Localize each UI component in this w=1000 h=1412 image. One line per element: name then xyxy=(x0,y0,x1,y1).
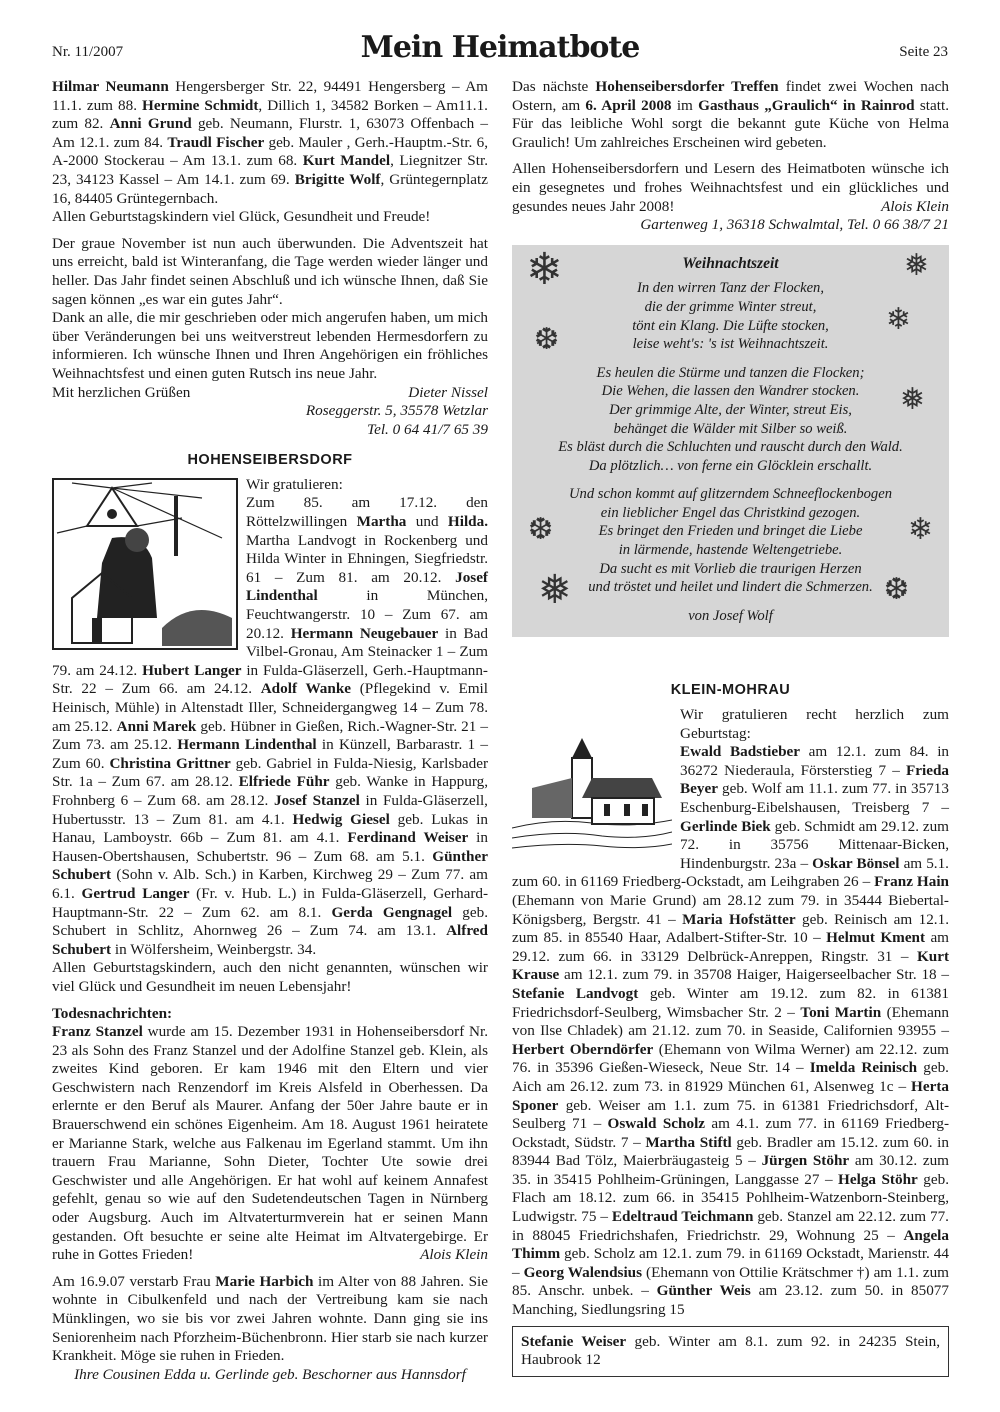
poem-line: und tröstet und heilet und lindert die Schmerzen. xyxy=(588,579,873,596)
snowflake-icon: ❄ xyxy=(526,244,563,294)
entry-text: am 30.12. zum 35. in 35415 Pohlheim-Grüningen, Langgasse 27 – xyxy=(512,1152,949,1188)
entry-text: am 29.12. zum 66. in 33129 Delbrück-Anreppen, Ringstr. 31 – xyxy=(512,929,949,965)
person-name: Kurt Mandel xyxy=(302,152,391,170)
entry-text: geb. Hübner in Gießen, Rich.-Wagner-Str. 21 – Zum 73. am 25.12. xyxy=(52,717,489,754)
entry-text: am 5.1. zum 60. in 61169 Friedberg-Ockstadt, am Leihgraben 26 – xyxy=(512,854,949,891)
entry-text: geb. Lukas in Hanau, Lamboystr. 66b – Zum 81. am 4.1. xyxy=(52,810,489,847)
obituary-marie-harbich xyxy=(52,1273,488,1366)
birthday-notice-box xyxy=(512,1326,949,1377)
entry-text: in Fulda-Gläserzell, Gerh.-Hauptmann-Str. 22 – Zum 66. am 24.12. xyxy=(52,661,488,698)
person-name: Brigitte Wolf xyxy=(294,170,381,188)
obituary-name: Franz Stanzel xyxy=(52,1023,143,1041)
greeting-2: Allen Geburtstagskindern, auch den nicht genannten, wünschen wir viel Glück und Gesundheit im neuen Lebensjahr! xyxy=(52,959,488,995)
birthday-intro: Wir gratulieren: xyxy=(246,475,343,493)
meeting-announcement xyxy=(512,78,949,152)
person-name: Angela Thimm xyxy=(512,1226,949,1263)
poem-line: Der grimmige Alte, der Winter, streut Eis, xyxy=(609,401,852,418)
entry-text: (Fr. v. Hub. L.) in Fulda-Gläserzell, Gerhard-Hauptmann-Str. 22 – Zum 62. am 8.1. xyxy=(52,884,489,921)
left-column xyxy=(52,78,488,1384)
entry-text: (Ehemann von Wilma Werner) am 22.12. zum 76. in 35396 Gießen-Wieseck, Neue Str. 14 – xyxy=(512,1040,949,1077)
notice-name: Stefanie Weiser xyxy=(521,1332,627,1350)
entry-text: geb. Flach am 18.12. zum 66. in 35415 Pohlheim-Watzenborn-Steinberg, Ludwigstr. 75 – xyxy=(512,1170,949,1226)
meeting-text-b: findet zwei Wochen nach Ostern, am xyxy=(512,78,949,114)
poem-line: leise weht's: 's ist Weihnachtszeit. xyxy=(632,336,829,353)
person-name: Alfred Schubert xyxy=(52,922,488,958)
letter-signature xyxy=(52,384,488,403)
person-name: Gerda Gengnagel xyxy=(331,903,453,921)
person-name: Josef Stanzel xyxy=(274,791,360,809)
letter-phone: Tel. 0 64 41/7 65 39 xyxy=(367,420,488,438)
person-name: Kurt Krause xyxy=(512,947,949,984)
snowflake-icon: ❅ xyxy=(899,382,925,416)
obituary-text: wurde am 15. Dezember 1931 in Hohenseibersdorf Nr. 23 als Sohn des Franz Stanzel und der Adolfine Stanzel geb. Klein, als zweites Kind geboren. Er kam 1946 mit den Eltern und vier Geschwistern nach Renzendorf im Kreis Alsfeld in Oberhessen. Da erlernte er den Beruf als Maurer. Anfang der 50er Jahre baute er in Brauerschwend ein schönes Eigenheim. Am 18. August 1961 heiratete er Marianne Stark, welche aus Falkenau im Egerland stammt. Um ihn trauern Frau Marianne, Sohn Dieter, Tochter Ute sowie drei Geschwister und alle Angehörigen. Er hat wohl auf keinem Annafest gefehlt, genau so wie auf den Sudetendeutschen Tagen in Nürnberg oder Augsburg. Auch im Altvaterturmverein hat er seinen Mann gestanden. Oft besuchte er seine alte Heimat im Altvatergebirge. Er ruhe in Gottes Frieden! xyxy=(52,1023,489,1264)
entry-text: am 4.1. zum 77. in 61169 Friedberg-Ockstadt, Südstr. 7 – xyxy=(512,1115,950,1151)
letter-address: Roseggerstr. 5, 35578 Wetzlar xyxy=(305,402,488,420)
poem-line: Da sucht es mit Vorlieb die traurigen Herzen xyxy=(599,560,862,577)
meeting-event: Hohenseibersdorfer Treffen xyxy=(595,78,779,95)
person-name: Georg Walendsius xyxy=(523,1263,643,1281)
right-column xyxy=(512,78,949,1377)
poem-line: Es bläst durch die Schluchten und rauscht durch den Wald. xyxy=(558,439,903,456)
poem-line: Es bringet den Frieden und bringet die Liebe xyxy=(598,523,863,540)
letter-close: Mit herzlichen Grüßen xyxy=(52,383,191,401)
person-name: Hermine Schmidt xyxy=(142,96,259,114)
greeting-1: Allen Geburtstagskindern viel Glück, Gesundheit und Freude! xyxy=(52,208,431,226)
snowflake-icon: ❆ xyxy=(528,512,554,546)
poem-line: Und schon kommt auf glitzerndem Schneeflockenbogen xyxy=(568,486,892,503)
poem-line: behänget die Wälder mit Silber so weiß. xyxy=(613,420,848,437)
entry-text: geb. Wanke in Happurg, Frohnberg 6 – Zum 68. am 28.12. xyxy=(52,773,488,809)
person-name: Gerlinde Biek xyxy=(680,817,771,835)
entry-text: geb. Winter am 19.12. zum 82. in 61381 Friedrichsdorf-Seulberg, Wimsbacher Str. 2 – xyxy=(512,984,949,1021)
person-name: Martha xyxy=(356,513,407,531)
poem-line: Da plötzlich… von ferne ein Glöcklein erschallt. xyxy=(588,457,873,474)
obituaries-heading: Todesnachrichten: xyxy=(52,1004,173,1022)
person-name: Imelda Reinisch xyxy=(809,1059,918,1077)
entry-text: geb. Schmidt am 29.12. zum 72. in 35756 Mittenaar-Bicken, Hindenburgstr. 23a – xyxy=(680,817,949,872)
entry-text: , Dillich 1, 34582 Borken – Am11.1. zum 82. xyxy=(52,96,488,133)
person-name: Anni Marek xyxy=(116,717,197,735)
person-name: Herbert Oberndörfer xyxy=(512,1040,654,1058)
entry-text: geb. Aich am 26.12. zum 73. in 81929 München 61, Alsenweg 1c – xyxy=(512,1059,949,1095)
entry-text: in München, Feuchtwangerstr. 10 – Zum 67. am 20.12. xyxy=(246,587,488,642)
person-name: Toni Martin xyxy=(800,1003,882,1021)
poem-box xyxy=(512,245,949,638)
obituary-signature: Ihre Cousinen Edda u. Gerlinde geb. Beschorner aus Hannsdorf xyxy=(74,1365,466,1383)
person-name: Gertrud Langer xyxy=(81,884,190,902)
section-heading-klein-mohrau: KLEIN-MOHRAU xyxy=(670,682,791,699)
person-name: Frieda Beyer xyxy=(680,761,949,798)
letter-paragraph-2: Dank an alle, die mir geschrieben oder mich angerufen haben, um mich über Veränderungen bei uns weitverstreut lebenden Hermesdorfern zu informieren. Ich wünsche Ihnen und Ihren Angehörigen ein fröhliches Weihnachtsfest und einen guten Rutsch ins neue Jahr. xyxy=(52,309,488,382)
obituary-text-2: im Alter von 88 Jahren. Sie wohnte in Cibulkenfeld und nach der Vertreibung kam sie nach Münklingen, wo sie bis vor zwei Jahren wohnte. Dann ging sie ins Seniorenheim nach Pforzheim-Büchenbronn. Hier starb sie nach kurzer Krankheit. Möge sie ruhen in Frieden. xyxy=(52,1272,488,1365)
entry-text: Martha Landvogt in Rockenberg und Hilda Winter in Ehningen, Siegfriedstr. 61 – Zum 81. am 20.12. xyxy=(246,531,488,586)
obituary-prefix: Am 16.9.07 verstarb Frau xyxy=(52,1272,216,1290)
birthday-intro-2: Wir gratulieren recht herzlich zum Geburtstag: xyxy=(680,706,949,742)
poem-stanza-1 xyxy=(520,279,941,356)
notice-text: geb. Winter am 8.1. zum 92. in 24235 Stein, Haubrook 12 xyxy=(521,1332,941,1369)
entry-text: geb. Weiser am 1.1. zum 75. in 61381 Friedrichsdorf, Alt-Seulberg 71 – xyxy=(512,1096,949,1133)
wish-address: Gartenweg 1, 36318 Schwalmtal, Tel. 0 66 38/7 21 xyxy=(640,216,949,234)
entry-text: Hengersberger Str. 22, 94491 Hengersberg – Am 11.1. zum 88. xyxy=(52,78,488,114)
person-name: Adolf Wanke xyxy=(260,680,352,698)
snowflake-icon: ❄ xyxy=(907,512,933,546)
snowflake-icon: ❆ xyxy=(883,572,909,606)
person-name: Hermann Neugebauer xyxy=(290,624,439,642)
person-name: Jürgen Stöhr xyxy=(761,1152,850,1170)
poem-line: ein lieblicher Engel das Christkind gezogen. xyxy=(600,504,861,521)
person-name: Franz Hain xyxy=(874,873,949,891)
entry-text: , Grüntegernplatz 16, 84405 Grüntegernbach. xyxy=(52,170,488,207)
entry-text: (Ehemann von Ilse Chladek) am 21.12. zum 70. in Seaside, Californien 93955 – xyxy=(512,1003,949,1040)
entry-text: geb. Bradler am 15.12. zum 60. in 83944 Bad Tölz, Maierbräugasteig 5 – xyxy=(512,1133,949,1170)
person-name: Hubert Langer xyxy=(142,661,242,679)
person-name: Edeltraud Teichmann xyxy=(611,1208,754,1226)
meeting-date: 6. April 2008 xyxy=(585,96,672,114)
person-name: Anni Grund xyxy=(109,115,192,133)
meeting-text-d: statt. Für das leibliche Wohl sorgt die bekannt gute Küche von Helma Graulich! Um zahlreiches Erscheinen wird gebeten. xyxy=(512,96,949,151)
woodcut-illustration xyxy=(52,478,238,650)
entry-text: geb. Scholz am 12.1. zum 79. in 61169 Ockstadt, Marienstr. 44 – xyxy=(512,1245,949,1281)
person-name: Ewald Badstieber xyxy=(680,743,801,761)
poem-line: tönt ein Klang. Die Lüfte stocken, xyxy=(632,317,829,334)
entry-text: am 23.12. zum 50. in 85077 Manching, Siedlungsring 15 xyxy=(512,1282,949,1319)
entry-text: Zum 85. am 17.12. den Röttelzwillingen xyxy=(246,494,488,531)
person-name: Martha Stiftl xyxy=(645,1133,732,1151)
snowflake-icon: ❅ xyxy=(903,248,929,282)
person-name: Oswald Scholz xyxy=(607,1115,706,1133)
entry-text: geb. Schubert in Schlitz, Ahornweg 26 – Zum 74. am 13.1. xyxy=(52,903,488,940)
masthead-logo: Mein Heimatbote xyxy=(360,30,640,65)
entry-text: (Ehemann von Marie Grund) am 28.12 zum 79. in 35444 Biebertal-Königsberg, Bergstr. 41 – xyxy=(512,891,949,928)
entry-text: geb. Mauler , Gerh.-Hauptm.-Str. 6, A-2000 Stockerau – Am 13.1. zum 68. xyxy=(52,133,489,170)
poem-title: Weihnachtszeit xyxy=(682,254,779,272)
meeting-text-c: im xyxy=(671,96,699,114)
person-name: Ferdinand Weiser xyxy=(347,829,469,847)
entry-text: in Künzell, Barbarastr. 1 – Zum 60. xyxy=(52,736,488,772)
entry-text: (Pflegekind v. Emil Heinisch, Mühle) in Altenstadt Iller, Schneidergangweg 14 – Zum 78. am 25.12. xyxy=(52,680,488,735)
christmas-wish xyxy=(512,160,949,216)
person-name: Hilda. xyxy=(447,513,489,531)
person-name: Helmut Kment xyxy=(826,929,926,947)
person-name: Günther Weis xyxy=(656,1282,751,1300)
entry-text: geb. Gabriel in Fulda-Niesig, Karlsbader Str. 1a – Zum 67. am 28.12. xyxy=(52,754,489,791)
poem-stanza-3 xyxy=(520,485,941,597)
entry-text: (Sohn v. Alb. Sch.) in Karben, Kirchweg 29 – Zum 77. am 6.1. xyxy=(52,866,488,902)
entry-text: und xyxy=(406,513,448,531)
person-name: Oskar Bönsel xyxy=(812,854,900,872)
poem-line: die der grimme Winter streut, xyxy=(644,298,817,315)
church-illustration xyxy=(512,728,672,868)
entry-text: (Ehemann von Ottilie Krätschmer †) am 1.1. zum 85. Anschr. unbek. – xyxy=(512,1263,949,1300)
meeting-text-a: Das nächste xyxy=(512,78,596,95)
entry-text: in Fulda-Gläserzell, Hubertusstr. 13 – Zum 81. am 4.1. xyxy=(52,791,488,828)
snowflake-icon: ❆ xyxy=(534,322,560,356)
letter-paragraph-1: Der graue November ist nun auch überwunden. Die Adventszeit hat uns erreicht, bald ist Winteranfang, die Tage werden wieder länger und heller. Das Jahr findet seinen Abschluß und ich wünsche Ihnen, daß Sie sagen können „es war ein gutes Jahr“. xyxy=(52,234,488,308)
entry-text: geb. Reinisch am 12.1. zum 85. in 85540 Haar, Adalbert-Stifter-Str. 10 – xyxy=(512,910,949,947)
person-name: Helga Stöhr xyxy=(838,1170,918,1188)
entry-text: in Wölfersheim, Weinbergstr. 34. xyxy=(111,940,317,958)
entry-text: in Bad Vilbel-Gronau, Am Steinacker 1 – Zum 79. am 24.12. xyxy=(52,624,488,679)
snowflake-icon: ❅ xyxy=(538,566,572,612)
person-name: Josef Lindenthal xyxy=(246,568,488,605)
obituary-franz-stanzel xyxy=(52,1023,488,1265)
entry-text: in Hausen-Obertshausen, Schubertstr. 96 – Zum 68. am 5.1. xyxy=(52,829,488,865)
poem-line: In den wirren Tanz der Flocken, xyxy=(637,280,824,297)
person-name: Maria Hofstätter xyxy=(682,910,796,928)
person-name: Günther Schubert xyxy=(52,847,488,884)
obituary-name-2: Marie Harbich xyxy=(215,1272,314,1290)
section-heading-hohenseibersdorf: HOHENSEIBERSDORF xyxy=(187,452,353,469)
person-name: Stefanie Landvogt xyxy=(512,984,639,1002)
person-name: Hermann Lindenthal xyxy=(177,736,317,754)
poem-author: von Josef Wolf xyxy=(688,607,773,624)
meeting-venue: Gasthaus „Graulich“ in Rainrod xyxy=(698,96,915,114)
entry-text: geb. Neumann, Flurstr. 1, 63073 Offenbach – Am 12.1. zum 84. xyxy=(52,115,488,151)
person-name: Hilmar Neumann xyxy=(52,78,169,95)
entry-text: am 12.1. zum 84. in 36272 Niederaula, Försterstieg 7 – xyxy=(680,743,950,779)
snowflake-icon: ❄ xyxy=(885,302,911,336)
issue-number: Nr. 11/2007 xyxy=(52,44,124,60)
person-name: Traudl Fischer xyxy=(167,133,265,151)
person-name: Elfriede Führ xyxy=(238,773,330,791)
poem-line: Es heulen die Stürme und tanzen die Flocken; xyxy=(596,364,865,381)
wish-author: Alois Klein xyxy=(881,197,949,215)
entry-text: geb. Stanzel am 22.12. zum 77. in 88045 Friedrichshafen, Friedrichstr. 29, Wohnung 25 – xyxy=(512,1208,949,1244)
entry-text: am 12.1. zum 79. in 35708 Haiger, Haigerseelbacher Str. 18 – xyxy=(559,966,949,984)
poem-stanza-2 xyxy=(520,364,941,476)
person-name: Hedwig Giesel xyxy=(292,810,390,828)
letter-author: Dieter Nissel xyxy=(408,383,488,401)
wish-text: Allen Hohenseibersdorfern und Lesern des Heimatboten wünsche ich ein gesegnetes und frohes Weihnachtsfest und ein glückliches und gesundes neues Jahr 2008! xyxy=(512,160,949,215)
birthday-list-1 xyxy=(52,78,488,208)
obituary-author: Alois Klein xyxy=(420,1246,488,1264)
poem-line: Die Wehen, die lassen den Wandrer stocken. xyxy=(601,383,860,400)
person-name: Herta Sponer xyxy=(512,1077,949,1114)
person-name: Christina Grittner xyxy=(109,754,231,772)
entry-text: , Liegnitzer Str. 23, 34123 Kassel – Am 14.1. zum 69. xyxy=(52,152,488,188)
entry-text: geb. Wolf am 11.1. zum 77. in 35713 Eschenburg-Eibelshausen, Treisberg 7 – xyxy=(680,780,949,816)
poem-line: in lärmende, hastende Weltengetriebe. xyxy=(618,542,843,559)
page-number: Seite 23 xyxy=(899,44,948,60)
